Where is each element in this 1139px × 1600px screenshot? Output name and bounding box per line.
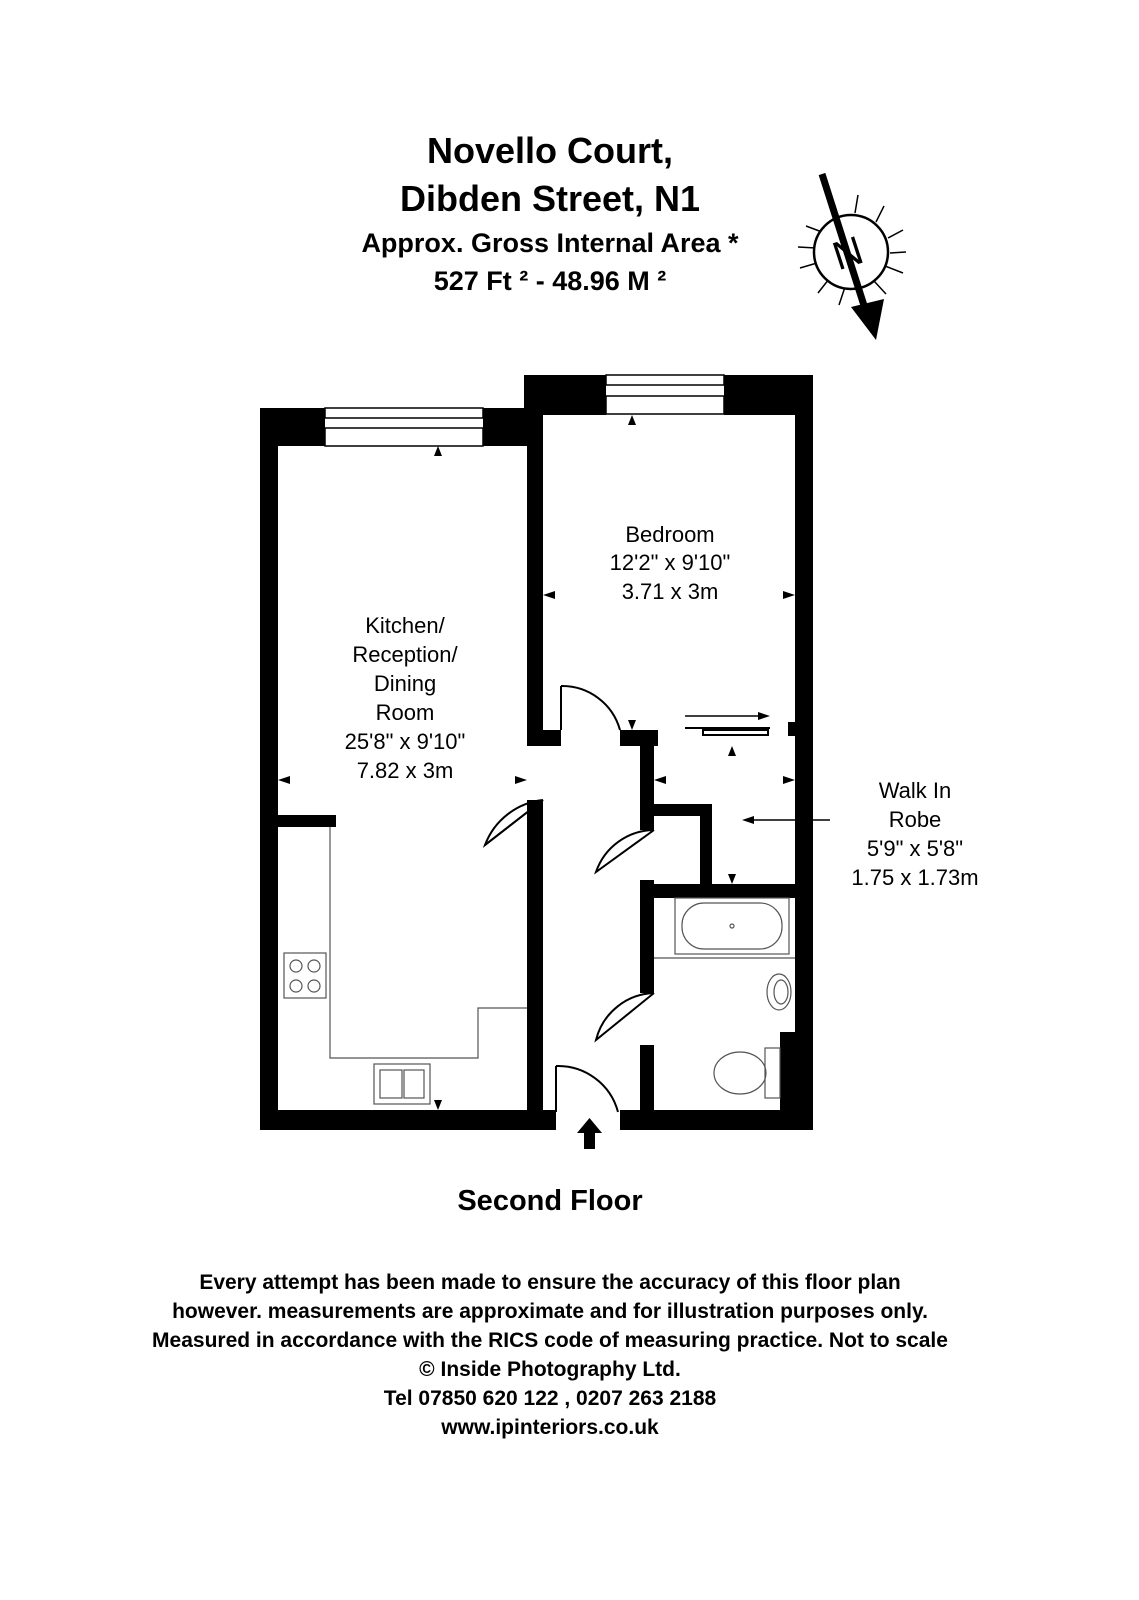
disclaimer xyxy=(0,1268,1100,1442)
property-address: Dibden Street, N1 xyxy=(399,178,701,219)
property-name: Novello Court, xyxy=(426,130,673,171)
phone-line: Tel 07850 620 122 , 0207 263 2188 xyxy=(383,1387,717,1410)
kitchen-imperial: 25'8" x 9'10" xyxy=(344,729,466,754)
bedroom-name: Bedroom xyxy=(625,522,715,547)
compass-icon xyxy=(798,174,906,340)
bedroom-metric: 3.71 x 3m xyxy=(621,579,719,604)
kitchen-metric: 7.82 x 3m xyxy=(356,758,454,783)
copyright-line: © Inside Photography Ltd. xyxy=(419,1358,681,1381)
kitchen-name-line3: Dining xyxy=(373,671,437,696)
entrance-arrow-icon xyxy=(577,1118,602,1149)
area-label: Approx. Gross Internal Area * xyxy=(361,228,739,258)
disclaimer-line: Measured in accordance with the RICS code of measuring practice. Not to scale xyxy=(152,1329,948,1352)
disclaimer-line: Every attempt has been made to ensure the accuracy of this floor plan xyxy=(199,1271,901,1294)
compass-letter: N xyxy=(827,228,869,280)
bedroom-imperial: 12'2" x 9'10" xyxy=(609,550,731,575)
disclaimer-line: however. measurements are approximate and for illustration purposes only. xyxy=(172,1300,928,1323)
robe-name-line1: Walk In xyxy=(878,778,952,803)
kitchen-name-line4: Room xyxy=(375,700,435,725)
kitchen-name-line2: Reception/ xyxy=(352,642,458,667)
robe-metric: 1.75 x 1.73m xyxy=(851,865,979,890)
robe-name-line2: Robe xyxy=(888,807,942,832)
kitchen-name-line1: Kitchen/ xyxy=(365,613,445,638)
robe-imperial: 5'9" x 5'8" xyxy=(866,836,964,861)
floor-label: Second Floor xyxy=(457,1185,643,1217)
area-value: 527 Ft ² - 48.96 M ² xyxy=(433,266,667,296)
website-line: www.ipinteriors.co.uk xyxy=(441,1416,659,1439)
